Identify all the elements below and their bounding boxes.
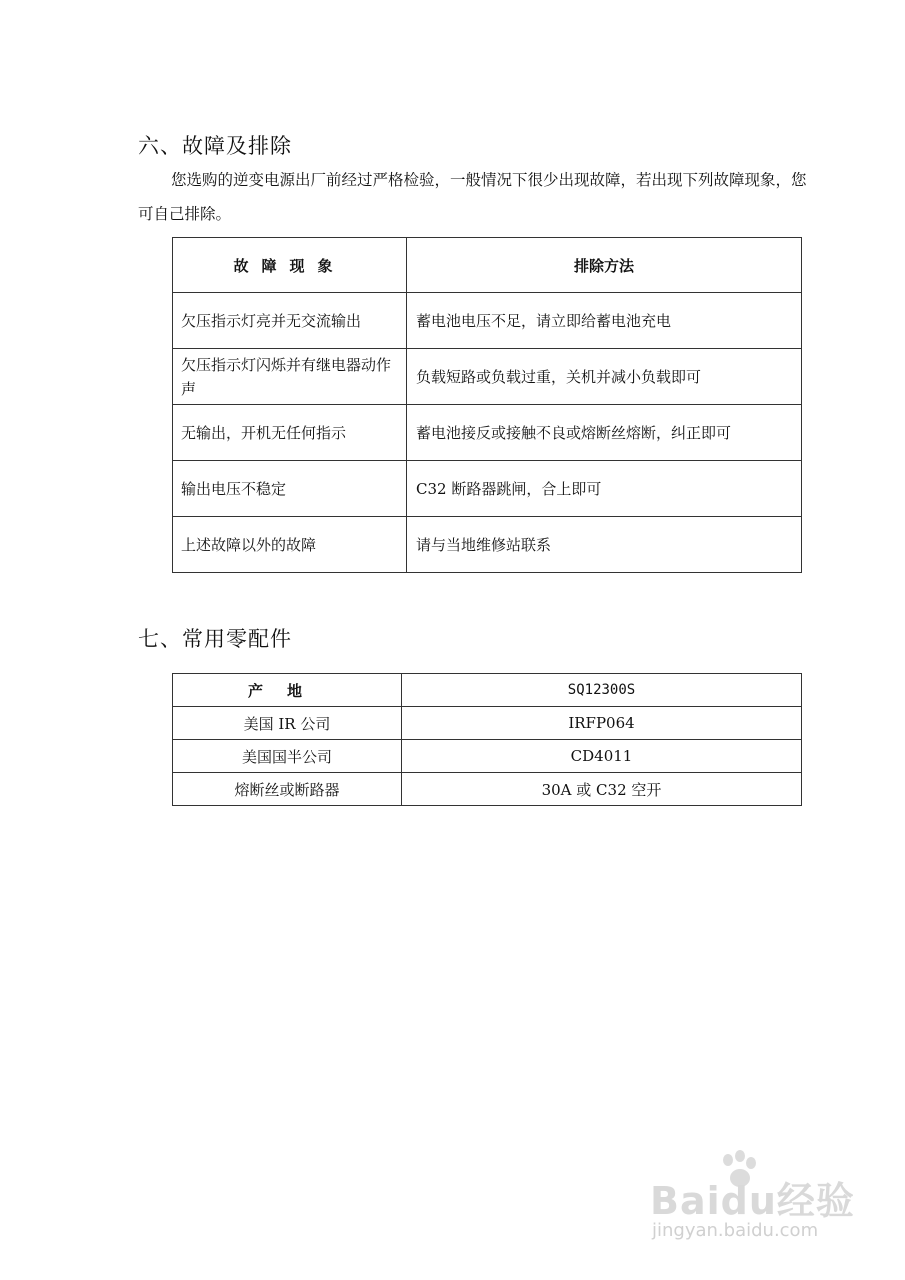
table-row bbox=[173, 405, 802, 461]
fault-table-header bbox=[173, 238, 802, 293]
fault-cell: 上述故障以外的故障 bbox=[173, 517, 407, 573]
baidu-watermark bbox=[640, 1150, 860, 1250]
solution-cell: 蓄电池电压不足，请立即给蓄电池充电 bbox=[407, 293, 802, 349]
header-solution: 排除方法 bbox=[407, 238, 802, 293]
origin-cell: 熔断丝或断路器 bbox=[173, 773, 402, 806]
section6-title: 六、故障及排除 bbox=[138, 134, 292, 158]
solution-cell: 负载短路或负载过重，关机并减小负载即可 bbox=[407, 349, 802, 405]
table-row bbox=[173, 349, 802, 405]
table-row bbox=[173, 293, 802, 349]
part-cell: 30A 或 C32 空开 bbox=[402, 773, 802, 806]
solution-cell: 请与当地维修站联系 bbox=[407, 517, 802, 573]
header-model: SQ12300S bbox=[402, 674, 802, 707]
section7-title: 七、常用零配件 bbox=[138, 627, 292, 651]
solution-cell: C32 断路器跳闸，合上即可 bbox=[407, 461, 802, 517]
header-origin: 产地 bbox=[173, 674, 402, 707]
table-row bbox=[173, 461, 802, 517]
fault-table bbox=[172, 237, 802, 573]
fault-cell: 欠压指示灯亮并无交流输出 bbox=[173, 293, 407, 349]
table-row bbox=[173, 740, 802, 773]
watermark-url: jingyan.baidu.com bbox=[652, 1220, 819, 1241]
table-row bbox=[173, 707, 802, 740]
solution-cell: 蓄电池接反或接触不良或熔断丝熔断，纠正即可 bbox=[407, 405, 802, 461]
part-cell: IRFP064 bbox=[402, 707, 802, 740]
table-row bbox=[173, 773, 802, 806]
table-row bbox=[173, 517, 802, 573]
parts-table-header bbox=[173, 674, 802, 707]
parts-table bbox=[172, 673, 802, 806]
fault-cell: 欠压指示灯闪烁并有继电器动作声 bbox=[173, 349, 407, 405]
part-cell: CD4011 bbox=[402, 740, 802, 773]
section6-intro: 您选购的逆变电源出厂前经过严格检验，一般情况下很少出现故障，若出现下列故障现象，您可自己排除。 bbox=[138, 171, 807, 223]
origin-cell: 美国 IR 公司 bbox=[173, 707, 402, 740]
fault-cell: 无输出，开机无任何指示 bbox=[173, 405, 407, 461]
watermark-logo: Baidu经验 bbox=[650, 1179, 855, 1223]
origin-cell: 美国国半公司 bbox=[173, 740, 402, 773]
fault-cell: 输出电压不稳定 bbox=[173, 461, 407, 517]
header-fault: 故障现象 bbox=[173, 238, 407, 293]
